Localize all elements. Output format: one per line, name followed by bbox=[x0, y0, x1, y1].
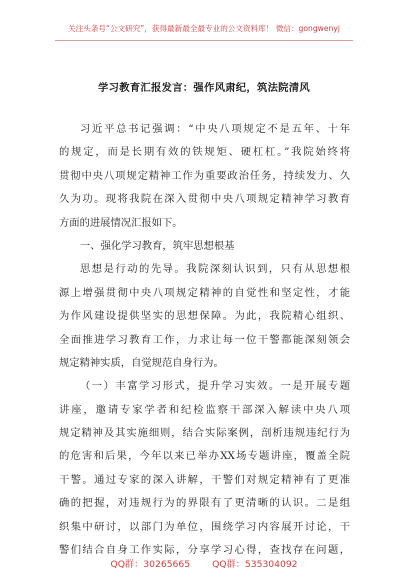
document-body bbox=[59, 118, 350, 562]
body-line: 讲座，邀请专家学者和纪检监察干部深入解读中央八项 bbox=[59, 403, 350, 416]
body-line: 的危害和后果，今年以来已举办XX场专题讲座，覆盖全院 bbox=[59, 450, 350, 463]
body-line: 干警。通过专家的深入讲解，干警们对规定精神有了更准 bbox=[59, 473, 350, 486]
section-heading: 一、强化学习教育，筑牢思想根基 bbox=[80, 239, 235, 252]
body-line: 为作风建设提供坚实的思想保障。为此，我院精心组织、 bbox=[59, 310, 350, 323]
body-line: 习近平总书记强调：“中央八项规定不是五年、十年 bbox=[80, 123, 350, 135]
page-title: 学习教育汇报发言：强作风肃纪，筑法院清风 bbox=[98, 82, 310, 94]
header-note: 关注头条号“公文研究”，获得最新最全最专业的公文资料库！ 微信：gongwenyj bbox=[68, 24, 340, 33]
body-line: 规定精神实质，自觉规范自身行为。 bbox=[59, 356, 224, 369]
body-line: 的规定，而是长期有效的铁规矩、硬杠杠。”我院始终将 bbox=[59, 146, 350, 159]
body-line: 方面的进展情况汇报如下。 bbox=[59, 216, 183, 229]
body-line: 规定精神及其实施细则，结合实际案例，剖析违规违纪行为 bbox=[59, 427, 350, 440]
footer-qq-group-2: QQ群：535304092 bbox=[212, 559, 298, 570]
body-line: 全面推进学习教育工作，力求让每一位干警都能深刻领会 bbox=[59, 333, 350, 346]
body-line: 久为功。现将我院在深入贯彻中央八项规定精神学习教育 bbox=[59, 193, 350, 206]
body-line: 贯彻中央八项规定精神工作为重要政治任务，持续发力、久 bbox=[59, 169, 350, 182]
body-line: 织集中研讨，以部门为单位，围绕学习内容展开讨论，干 bbox=[59, 520, 350, 533]
body-line: 警们结合自身工作实际，分享学习心得，查找存在问题， bbox=[59, 544, 350, 557]
header-divider bbox=[55, 40, 353, 41]
body-line: 确的把握，对违规行为的界限有了更清晰的认识。二是组 bbox=[59, 497, 350, 510]
body-line: 源上增强贯彻中央八项规定精神的自觉性和坚定性，才能 bbox=[59, 286, 350, 299]
body-line: 思想是行动的先导。我院深刻认识到，只有从思想根 bbox=[80, 263, 350, 276]
footer-contact bbox=[0, 556, 408, 570]
footer-qq-group-1: QQ群：30265665 bbox=[110, 559, 191, 570]
subsection-line: （一）丰富学习形式，提升学习实效。一是开展专题 bbox=[80, 380, 350, 393]
